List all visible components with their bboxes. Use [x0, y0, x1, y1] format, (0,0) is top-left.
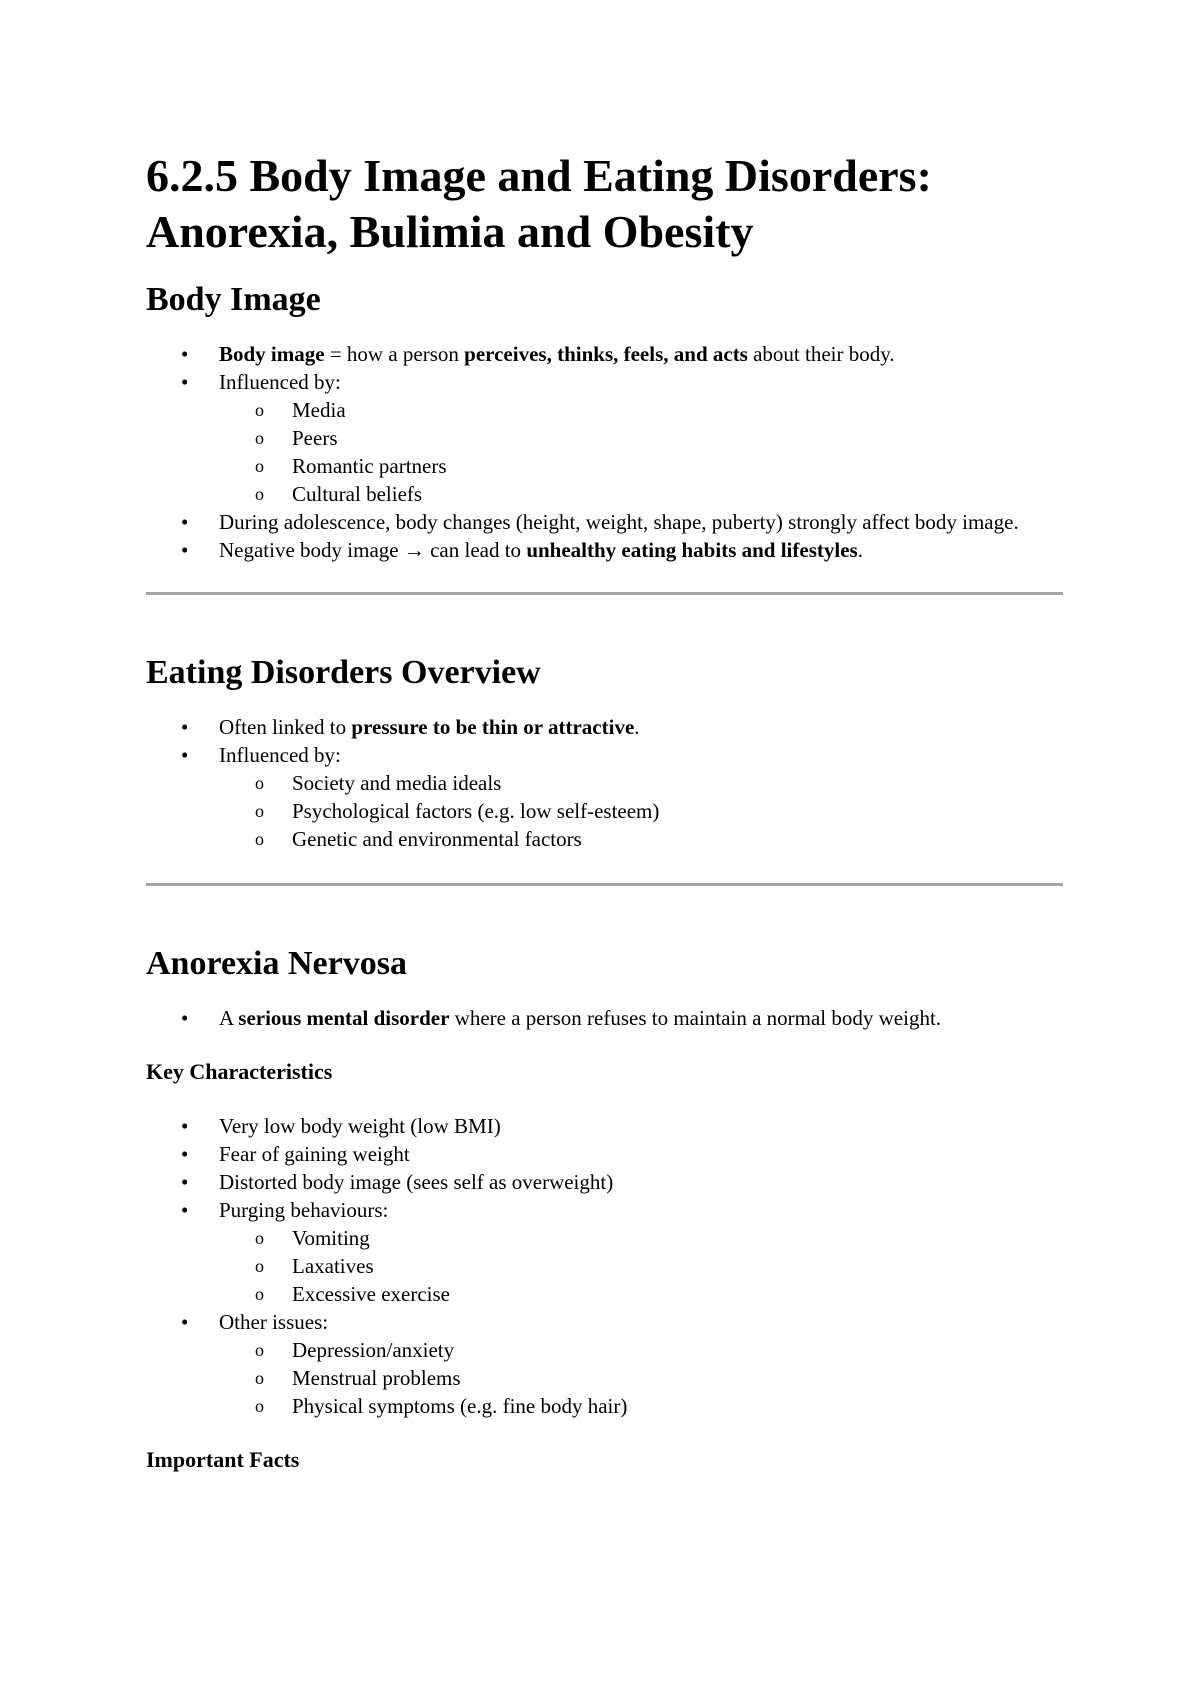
sub-list-item: o Excessive exercise — [219, 1280, 1066, 1308]
text: Influenced by: — [219, 743, 341, 767]
sub-list — [219, 1224, 1066, 1308]
document-page — [146, 148, 1066, 1474]
sub-list-item: o Genetic and environmental factors — [219, 825, 1066, 853]
list-item — [146, 1196, 1066, 1308]
body-image-list — [146, 340, 1066, 564]
sub-list-item: o Cultural beliefs — [219, 480, 1066, 508]
heading-body-image: Body Image — [146, 281, 321, 318]
divider — [146, 592, 1063, 595]
title-line-1: 6.2.5 Body Image and Eating Disorders: — [146, 150, 932, 201]
text: Influenced by: — [219, 370, 341, 394]
list-item — [146, 741, 1066, 853]
sub-list — [219, 769, 1066, 853]
sub-list-item: o Romantic partners — [219, 452, 1066, 480]
sub-list-item: o Physical symptoms (e.g. fine body hair) — [219, 1392, 1066, 1420]
text: about their body. — [747, 342, 895, 366]
divider — [146, 883, 1063, 886]
sub-list-item: o Psychological factors (e.g. low self-esteem) — [219, 797, 1066, 825]
text: A — [219, 1006, 239, 1030]
sub-list-item: o Vomiting — [219, 1224, 1066, 1252]
bold-text: perceives, thinks, feels, and acts — [464, 342, 748, 366]
text: . — [857, 538, 863, 562]
text: = how a person — [324, 342, 465, 366]
sub-list-item: o Menstrual problems — [219, 1364, 1066, 1392]
list-item — [146, 1308, 1066, 1420]
text: Negative body image → can lead to — [219, 538, 527, 562]
list-item — [146, 713, 1066, 741]
list-item — [146, 1004, 1066, 1032]
document-title — [146, 148, 1066, 260]
list-item: • Very low body weight (low BMI) — [146, 1112, 1066, 1140]
key-characteristics-list — [146, 1112, 1066, 1420]
heading-key-characteristics: Key Characteristics — [146, 1059, 333, 1084]
bold-text: Body image — [219, 342, 325, 366]
overview-list — [146, 713, 1066, 853]
sub-list — [219, 396, 1066, 508]
anorexia-list — [146, 1004, 1066, 1032]
sub-list-item: o Laxatives — [219, 1252, 1066, 1280]
sub-list-item: o Society and media ideals — [219, 769, 1066, 797]
heading-eating-disorders-overview: Eating Disorders Overview — [146, 654, 541, 691]
sub-list-item: o Depression/anxiety — [219, 1336, 1066, 1364]
heading-important-facts: Important Facts — [146, 1447, 300, 1472]
heading-anorexia-nervosa: Anorexia Nervosa — [146, 945, 407, 982]
sub-list — [219, 1336, 1066, 1420]
bold-text: unhealthy eating habits and lifestyles — [526, 538, 858, 562]
list-item: • Distorted body image (sees self as overweight) — [146, 1168, 1066, 1196]
list-item: • During adolescence, body changes (height, weight, shape, puberty) strongly affect body image. — [146, 508, 1066, 536]
bold-text: serious mental disorder — [238, 1006, 450, 1030]
bold-text: pressure to be thin or attractive — [351, 715, 635, 739]
text: where a person refuses to maintain a normal body weight. — [449, 1006, 942, 1030]
text: Purging behaviours: — [219, 1198, 389, 1222]
text: Other issues: — [219, 1310, 329, 1334]
sub-list-item: o Media — [219, 396, 1066, 424]
list-item: • Fear of gaining weight — [146, 1140, 1066, 1168]
list-item — [146, 340, 1066, 368]
sub-list-item: o Peers — [219, 424, 1066, 452]
title-line-2: Anorexia, Bulimia and Obesity — [146, 206, 754, 257]
list-item — [146, 368, 1066, 508]
list-item — [146, 536, 1066, 564]
text: Often linked to — [219, 715, 352, 739]
text: . — [634, 715, 640, 739]
